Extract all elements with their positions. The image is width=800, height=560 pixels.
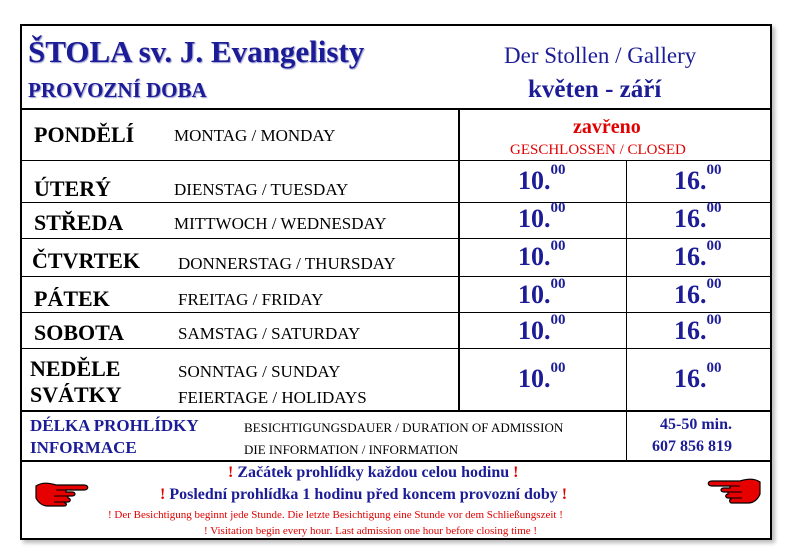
day-name-cz: STŘEDA (34, 210, 124, 235)
day-name-cz: ČTVRTEK (32, 248, 141, 273)
day-name-de-en: MITTWOCH / WEDNESDAY (174, 214, 387, 233)
closed-label: zavřeno (573, 116, 641, 138)
divider (626, 412, 627, 460)
information-label: INFORMACE (30, 438, 137, 457)
divider (22, 312, 770, 313)
day-name-cz: PONDĚLÍ (34, 122, 135, 147)
pointing-hand-left-icon (702, 472, 764, 511)
closing-time: 16.00 (674, 360, 722, 393)
day-name-de-en: DONNERSTAG / THURSDAY (178, 254, 396, 273)
note-tour-start: ! Začátek prohlídky každou celou hodinu ! (228, 464, 519, 481)
opening-time: 10.00 (518, 360, 566, 393)
note-last-admission: ! Poslední prohlídka 1 hodinu před koncem provozní doby ! (160, 486, 568, 503)
divider (22, 108, 770, 110)
holiday-name-de-en: FEIERTAGE / HOLIDAYS (178, 388, 367, 407)
information-label-de-en: DIE INFORMATION / INFORMATION (244, 442, 459, 457)
closing-time: 16.00 (674, 162, 722, 195)
day-name-cz: SOBOTA (34, 320, 125, 345)
divider (22, 410, 770, 412)
tour-duration-label-de-en: BESICHTIGUNGSDAUER / DURATION OF ADMISSION (244, 420, 564, 435)
divider (22, 460, 770, 462)
divider (22, 348, 770, 349)
divider (626, 160, 627, 410)
divider (22, 276, 770, 277)
divider (22, 238, 770, 239)
day-name-cz: NEDĚLE (30, 356, 121, 381)
closing-time: 16.00 (674, 312, 722, 345)
day-name-de-en: FREITAG / FRIDAY (178, 290, 324, 309)
day-name-de-en: MONTAG / MONDAY (174, 126, 336, 145)
tour-duration-value: 45-50 min. (660, 416, 732, 433)
opening-hours-sign (20, 24, 772, 540)
season-label: květen - září (528, 76, 662, 103)
pointing-hand-right-icon (32, 478, 94, 513)
day-name-cz: PÁTEK (34, 286, 110, 311)
information-phone: 607 856 819 (652, 438, 732, 455)
closing-time: 16.00 (674, 276, 722, 309)
day-name-de-en: SAMSTAG / SATURDAY (178, 324, 361, 343)
tour-duration-label: DÉLKA PROHLÍDKY (30, 416, 199, 435)
day-name-de-en: SONNTAG / SUNDAY (178, 362, 341, 381)
note-german: ! Der Besichtigung beginnt jede Stunde. Die letzte Besichtigung eine Stunde vor dem Schließungszeit ! (108, 509, 563, 521)
opening-time: 10.00 (518, 162, 566, 195)
opening-time: 10.00 (518, 238, 566, 271)
divider (458, 108, 460, 410)
opening-hours-heading: PROVOZNÍ DOBA (28, 78, 207, 102)
opening-time: 10.00 (518, 200, 566, 233)
closed-label-de-en: GESCHLOSSEN / CLOSED (510, 142, 686, 158)
sign-title: ŠTOLA sv. J. Evangelisty (28, 34, 365, 69)
closing-time: 16.00 (674, 238, 722, 271)
gallery-label: Der Stollen / Gallery (504, 43, 697, 68)
divider (22, 202, 770, 203)
day-name-cz: ÚTERÝ (34, 176, 112, 201)
holiday-name-cz: SVÁTKY (30, 382, 122, 407)
opening-time: 10.00 (518, 276, 566, 309)
day-name-de-en: DIENSTAG / TUESDAY (174, 180, 349, 199)
divider (22, 160, 770, 161)
opening-time: 10.00 (518, 312, 566, 345)
closing-time: 16.00 (674, 200, 722, 233)
note-english: ! Visitation begin every hour. Last admission one hour before closing time ! (204, 525, 538, 537)
